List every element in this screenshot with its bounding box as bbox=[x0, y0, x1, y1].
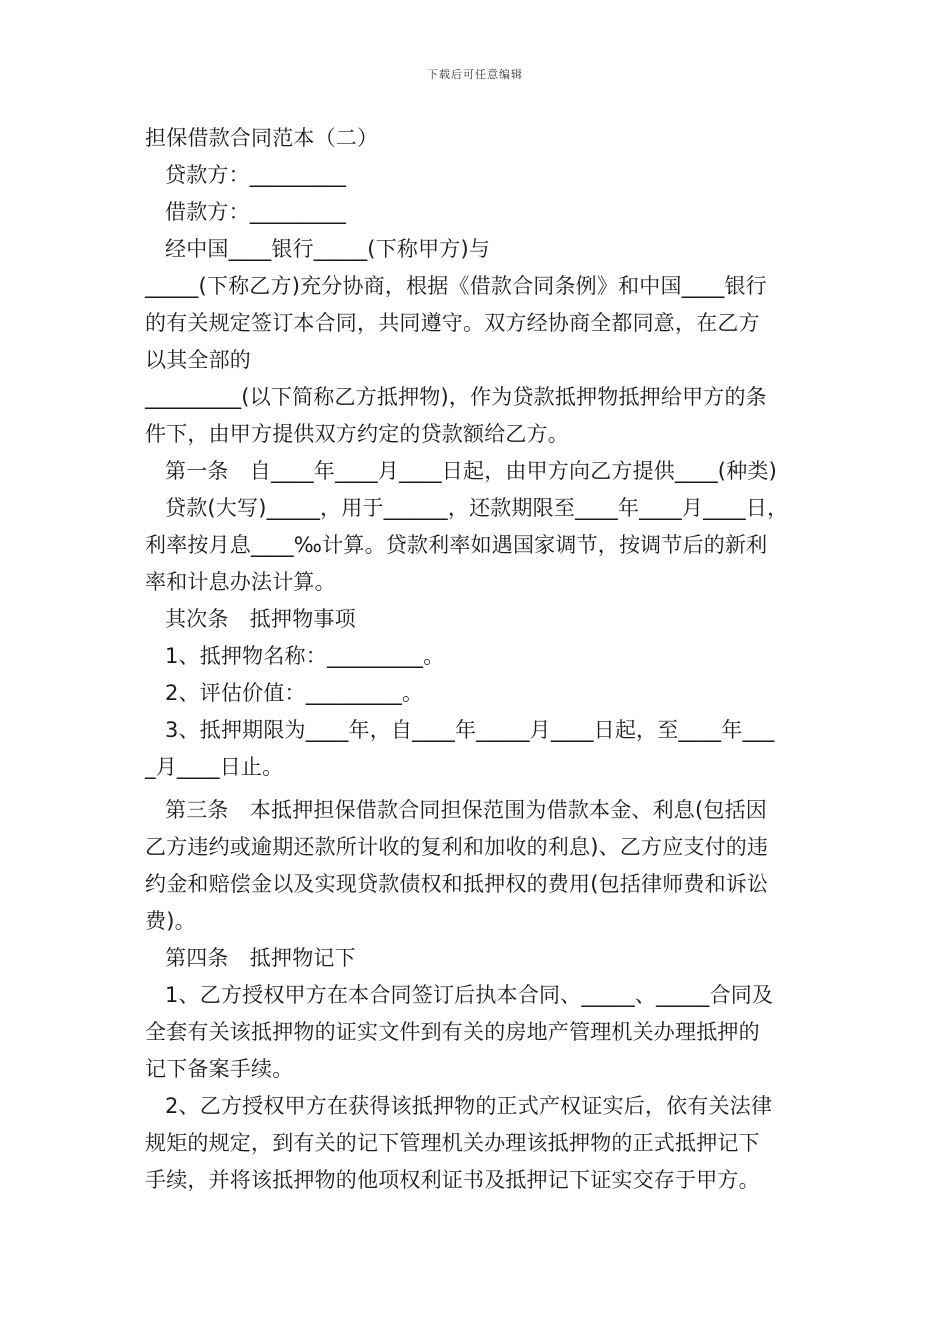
article-1-line: 第一条 自____年____月____日起，由甲方向乙方提供____(种类) bbox=[165, 459, 777, 483]
preamble-line: _____(下称乙方)充分协商，根据《借款合同条例》和中国____银行 bbox=[145, 274, 767, 298]
article-3-line: 乙方违约或逾期还款所计收的复利和加收的利息)、乙方应支付的违 bbox=[145, 835, 769, 859]
article-3-line: 第三条 本抵押担保借款合同担保范围为借款本金、利息(包括因 bbox=[165, 798, 767, 822]
article-4-item: 全套有关该抵押物的证实文件到有关的房地产管理机关办理抵押的 bbox=[145, 1020, 760, 1044]
article-2-item: 3、抵押期限为____年，自____年_____月____日起，至____年___ bbox=[165, 718, 775, 742]
preamble-line: 以其全部的 bbox=[145, 348, 251, 372]
article-4-heading: 第四条 抵押物记下 bbox=[165, 946, 356, 970]
article-1-line: 利率按月息____‰计算。贷款利率如遇国家调节，按调节后的新利 bbox=[145, 533, 768, 557]
lender-line: 贷款方：_________ bbox=[165, 163, 347, 187]
article-2-item: _月____日止。 bbox=[145, 755, 284, 779]
header-note: 下载后可任意编辑 bbox=[427, 68, 523, 81]
article-4-item: 记下备案手续。 bbox=[145, 1057, 294, 1081]
contract-body bbox=[145, 120, 825, 1199]
article-1-line: 贷款(大写)_____，用于______，还款期限至____年____月____日， bbox=[165, 496, 789, 520]
preamble-line: 的有关规定签订本合同，共同遵守。双方经协商全都同意，在乙方 bbox=[145, 311, 760, 335]
borrower-line: 借款方：_________ bbox=[165, 200, 347, 224]
article-3-line: 约金和赔偿金以及实现贷款债权和抵押权的费用(包括律师费和诉讼 bbox=[145, 872, 769, 896]
article-4-item: 1、乙方授权甲方在本合同签订后执本合同、_____、_____合同及 bbox=[165, 983, 774, 1007]
preamble-line: 经中国____银行_____(下称甲方)与 bbox=[165, 237, 491, 261]
article-2-heading: 其次条 抵押物事项 bbox=[165, 607, 356, 631]
article-4-item: 规矩的规定，到有关的记下管理机关办理该抵押物的正式抵押记下 bbox=[145, 1131, 760, 1155]
document-title: 担保借款合同范本（二） bbox=[145, 126, 379, 150]
article-2-item: 2、评估价值：_________。 bbox=[165, 681, 424, 705]
article-1-line: 率和计息办法计算。 bbox=[145, 570, 336, 594]
article-4-item: 2、乙方授权甲方在获得该抵押物的正式产权证实后，依有关法律 bbox=[165, 1094, 773, 1118]
preamble-line: _________(以下简称乙方抵押物)，作为贷款抵押物抵押给甲方的条 bbox=[145, 385, 767, 409]
article-4-item: 手续，并将该抵押物的他项权利证书及抵押记下证实交存于甲方。 bbox=[145, 1168, 760, 1192]
article-2-item: 1、抵押物名称：_________。 bbox=[165, 644, 445, 668]
article-3-line: 费)。 bbox=[145, 909, 196, 933]
preamble-line: 件下，由甲方提供双方约定的贷款额给乙方。 bbox=[145, 422, 569, 446]
